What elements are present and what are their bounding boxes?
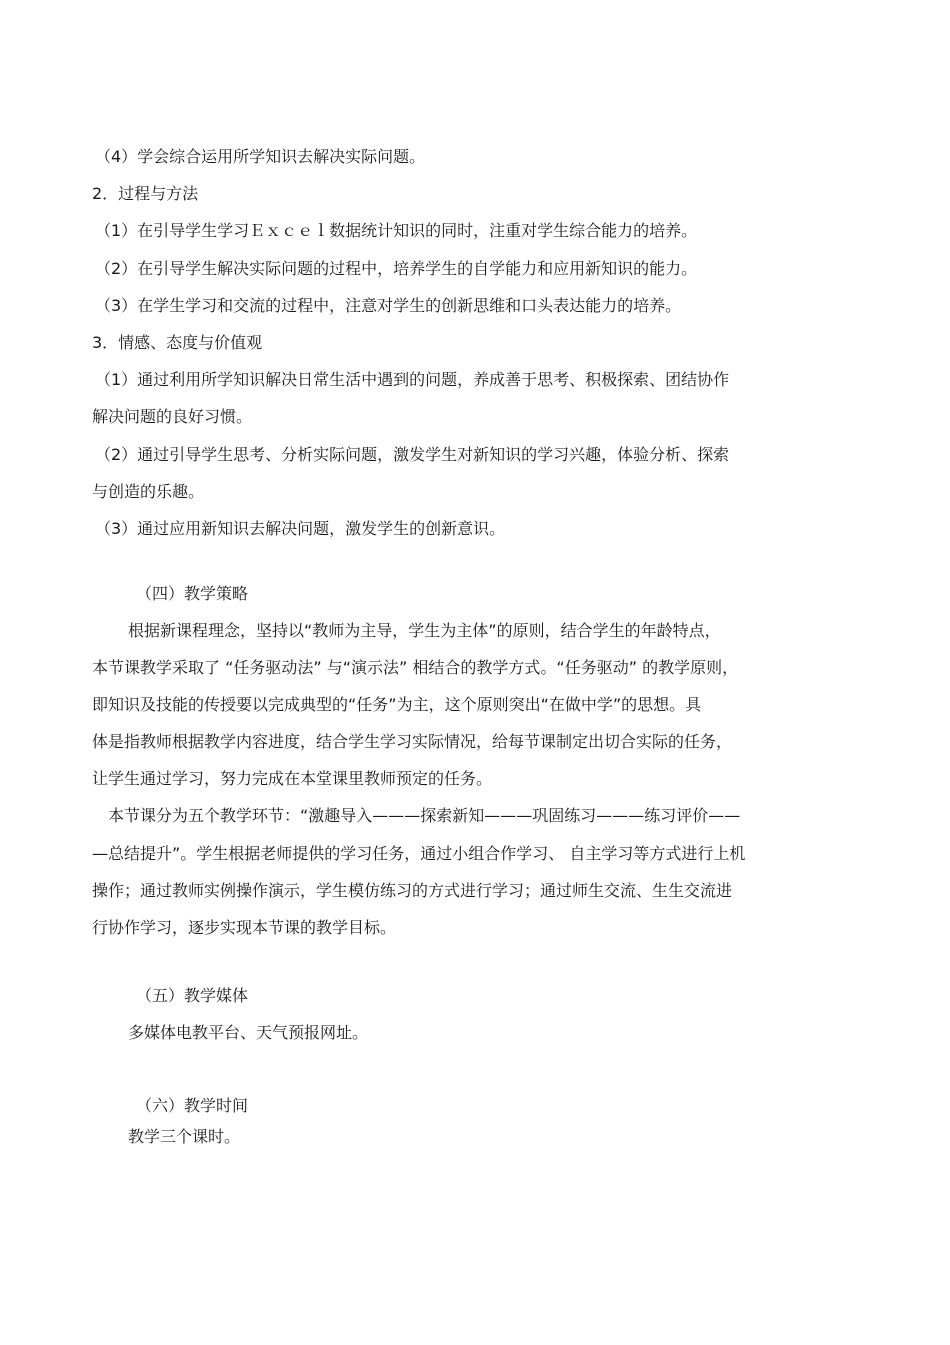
process-method-heading: 2．过程与方法 [92,184,199,203]
media-body: 多媒体电教平台、天气预报网址。 [128,1023,369,1042]
time-body: 教学三个课时。 [128,1127,241,1146]
strategy-para-1-line-3: 即知识及技能的传授要以完成典型的“任务”为主，这个原则突出“在做中学”的思想。具 [92,695,702,714]
objective-item-4: （4）学会综合运用所学知识去解决实际问题。 [95,147,426,166]
emotion-heading: 3．情感、态度与价值观 [92,333,263,352]
process-item-3: （3）在学生学习和交流的过程中，注意对学生的创新思维和口头表达能力的培养。 [95,296,682,315]
strategy-heading: （四）教学策略 [136,584,249,603]
strategy-para-1-line-1: 根据新课程理念，坚持以“教师为主导，学生为主体”的原则，结合学生的年龄特点， [128,621,721,640]
time-heading: （六）教学时间 [136,1096,249,1115]
emotion-item-2-line-2: 与创造的乐趣。 [92,482,205,501]
process-item-1: （1）在引导学生学习Ｅｘｃｅｌ数据统计知识的同时，注重对学生综合能力的培养。 [95,221,698,240]
strategy-para-2-line-4: 行协作学习，逐步实现本节课的教学目标。 [92,918,397,937]
strategy-para-2-line-3: 操作；通过教师实例操作演示，学生模仿练习的方式进行学习；通过师生交流、生生交流进 [92,881,733,900]
strategy-para-1-line-5: 让学生通过学习，努力完成在本堂课里教师预定的任务。 [92,769,493,788]
strategy-para-1-line-4: 体是指教师根据教学内容进度，结合学生学习实际情况，给每节课制定出切合实际的任务， [92,732,733,751]
strategy-para-2-line-1: 本节课分为五个教学环节：“激趣导入———探索新知———巩固练习———练习评价—— [108,806,741,825]
emotion-item-1-line-2: 解决问题的良好习惯。 [92,407,253,426]
emotion-item-1-line-1: （1）通过利用所学知识解决日常生活中遇到的问题，养成善于思考、积极探索、团结协作 [95,370,730,389]
emotion-item-3: （3）通过应用新知识去解决问题，激发学生的创新意识。 [95,519,506,538]
strategy-para-1-line-2: 本节课教学采取了 “任务驱动法” 与“演示法” 相结合的教学方式。“任务驱动” 的教学原则， [92,658,739,677]
emotion-item-2-line-1: （2）通过引导学生思考、分析实际问题，激发学生对新知识的学习兴趣，体验分析、探索 [95,445,730,464]
strategy-para-2-line-2: —总结提升”。学生根据老师提供的学习任务，通过小组合作学习、 自主学习等方式进行上机 [92,844,746,863]
process-item-2: （2）在引导学生解决实际问题的过程中，培养学生的自学能力和应用新知识的能力。 [95,259,698,278]
media-heading: （五）教学媒体 [136,986,249,1005]
